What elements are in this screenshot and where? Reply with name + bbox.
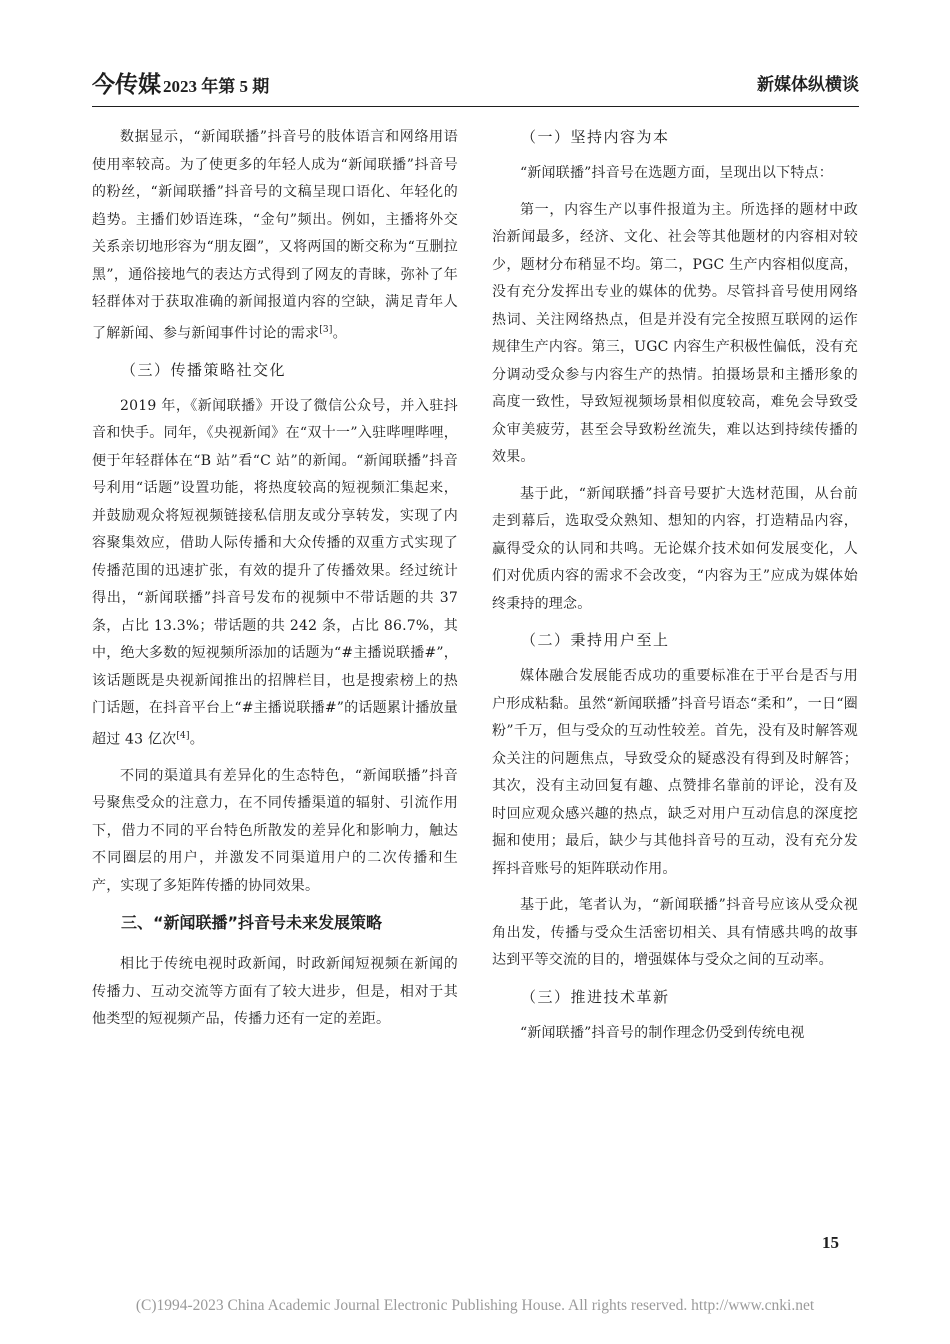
running-header	[92, 68, 859, 102]
paragraph: “新闻联播”抖音号在选题方面，呈现出以下特点：	[520, 165, 833, 181]
paragraph: 媒体融合发展能否成功的重要标准在于平台是否与用户形成粘黏。虽然“新闻联播”抖音号语态“柔和”，一日“圈粉”千万，但与受众的互动性较差。首先，没有及时解答观众关注的问题焦点，导致受众的疑惑没有得到及时解答；其次，没有主动回复有趣、点赞排名靠前的评论，没有及时回应观众感兴趣的热点，缺乏对用户互动信息的深度挖掘和使用；最后，缺少与其他抖音号的互动，没有充分发挥抖音账号的矩阵联动作用。	[492, 668, 858, 877]
paragraph-end: 。	[189, 731, 204, 748]
paragraph	[92, 393, 458, 754]
section-heading: 三、“新闻联播”抖音号未来发展策略	[121, 913, 383, 933]
header-divider	[92, 106, 859, 107]
page-number: 15	[822, 1233, 839, 1252]
citation-ref: [3]	[319, 324, 333, 335]
copyright-footer: (C)1994-2023 China Academic Journal Electronic Publishing House. All rights reserved. http://www.cnki.net	[135, 1297, 815, 1314]
subsection-heading: （一）坚持内容为本	[521, 128, 670, 146]
right-column	[492, 124, 858, 1056]
journal-title	[92, 68, 269, 104]
left-column	[92, 124, 458, 1043]
paragraph-text: 数据显示，“新闻联播”抖音号的肢体语言和网络用语使用率较高。为了使更多的年轻人成为“新闻联播”抖音号的粉丝，“新闻联播”抖音号的文稿呈现口语化、年轻化的趋势。主播们妙语连珠，“金句”频出。例如，主播将外交关系亲切地形容为“朋友圈”，又将两国的断交称为“互删拉黑”，通俗接地气的表达方式得到了网友的青睐，弥补了年轻群体对于获取准确的新闻报道内容的空缺，满足青年人了解新闻、参与新闻事件讨论的需求	[92, 129, 458, 342]
paragraph: “新闻联播”抖音号的制作理念仍受到传统电视	[520, 1024, 805, 1041]
issue-number: 2023 年第 5 期	[163, 77, 270, 96]
paragraph	[92, 124, 458, 348]
subsection-heading: （三）传播策略社交化	[121, 360, 287, 379]
paragraph-text: 2019 年，《新闻联播》开设了微信公众号，并入驻抖音和快手。同年，《央视新闻》在“双十一”入驻哔哩哔哩，便于年轻群体在“B 站”看“C 站”的新闻。“新闻联播”抖音号利用“话题”设置功能，将热度较高的短视频汇集起来，并鼓励观众将短视频链接私信朋友或分享转发，实现了内容聚集效应，借助人际传播和大众传播的双重方式实现了传播范围的迅速扩张，有效的提升了传播效果。经过统计得出，“新闻联播”抖音号发布的视频中不带话题的共 37 条，占比 13.3%；带话题的共 242 条，占比 86.7%，其中，绝大多数的短视频所添加的话题为“#主播说联播#”，该话题既是央视新闻推出的招牌栏目，也是搜索榜上的热门话题，在抖音平台上“#主播说联播#”的话题累计播放量超过 43 亿次	[92, 397, 458, 748]
paragraph: 基于此，笔者认为，“新闻联播”抖音号应该从受众视角出发，传播与受众生活密切相关、具有情感共鸣的故事达到平等交流的目的，增强媒体与受众之间的互动率。	[492, 897, 858, 968]
paragraph: 相比于传统电视时政新闻，时政新闻短视频在新闻的传播力、互动交流等方面有了较大进步，但是，相对于其他类型的短视频产品，传播力还有一定的差距。	[92, 956, 458, 1028]
subsection-heading: （二）秉持用户至上	[521, 631, 670, 649]
journal-name: 今传媒	[92, 72, 161, 98]
paragraph: 第一，内容生产以事件报道为主。所选择的题材中政治新闻最多，经济、文化、社会等其他题材的内容相对较少，题材分布稍显不均。第二，PGC 生产内容相似度高，没有充分发挥出专业的媒体的优势。尽管抖音号使用网络热词、关注网络热点，但是并没有完全按照互联网的运作规律生产内容。第三，UGC 内容生产积极性偏低，没有充分调动受众参与内容生产的热情。拍摄场景和主播形象的高度一致性，导致短视频场景相似度较高，难免会导致受众审美疲劳，甚至会导致粉丝流失，难以达到持续传播的效果。	[492, 201, 858, 465]
paragraph: 不同的渠道具有差异化的生态特色，“新闻联播”抖音号聚焦受众的注意力，在不同传播渠道的辐射、引流作用下，借力不同的平台特色所散发的差异化和影响力，触达不同圈层的用户，并激发不同渠道用户的二次传播和生产，实现了多矩阵传播的协同效果。	[92, 767, 458, 894]
paragraph-end: 。	[332, 325, 347, 342]
subsection-heading: （三）推进技术革新	[521, 987, 670, 1006]
column-name: 新媒体纵横谈	[757, 75, 859, 95]
paragraph: 基于此，“新闻联播”抖音号要扩大选材范围，从台前走到幕后，选取受众熟知、想知的内容，打造精品内容，赢得受众的认同和共鸣。无论媒介技术如何发展变化，人们对优质内容的需求不会改变，“内容为王”应成为媒体始终秉持的理念。	[492, 485, 858, 612]
citation-ref: [4]	[176, 730, 190, 741]
